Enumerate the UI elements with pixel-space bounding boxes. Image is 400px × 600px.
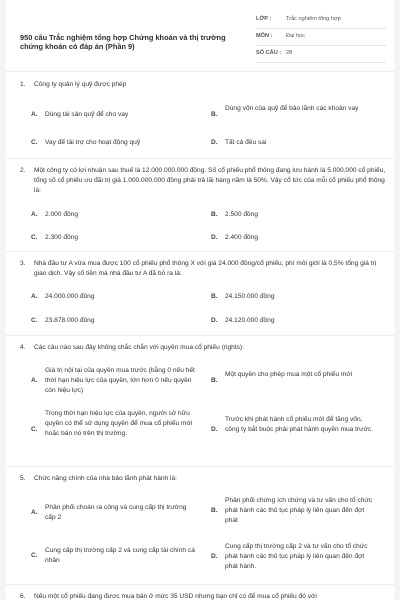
question-text: Một công ty có lợi nhuận sau thuế là 12.000.000.000 đồng. Số cổ phiếu phổ thông đang lưu hành là 5.000.000 cổ phiếu, tổng số cổ phiếu ưu đãi trị giá 1.000.000.000 đồng phải trả lãi hàng năm là 50%. Vậy cổ tức của mỗi cổ phiếu phổ thông là: [34,167,386,194]
question-6 [20,592,390,600]
option-text: Cung cấp thị trường cấp 2 và tư vấn cho tổ chức phát hành các thủ tục pháp lý liên quan đến đợt phát hành. [225,543,368,570]
question-number: 3. [20,260,26,267]
meta-value-mon[interactable]: Đại học [286,33,305,39]
question-text: Công ty quản lý quỹ được phép [34,81,127,88]
document-header [6,0,394,72]
option-text: 2.300 đồng [45,234,79,241]
meta-label-mon: MÔN : [256,33,273,39]
option-letter: A. [31,377,38,384]
option-text: 2.400 đồng [225,234,259,241]
meta-row-lop [256,12,386,29]
option-text: Trước khi phát hành cổ phiếu mới để tăng vốn, công ty bắt buộc phải phát hành quyền mua trước. [225,416,374,433]
option-text: Tất cả đều sai [225,139,267,146]
option-text: Giá trị nội tại của quyền mua trước (bằng 0 nếu hết thời hạn hiệu lực của quyền, lớn hơn 0 nếu quyền còn hiệu lực) [45,367,195,394]
option-letter: D. [211,553,218,560]
option-letter: D. [211,426,218,433]
document-meta [256,12,386,63]
option-letter: C. [31,317,38,324]
question-text: Chức năng chính của nhà bảo lãnh phát hành là: [34,475,177,482]
option-letter: A. [31,293,38,300]
question-divider [6,158,394,159]
document-title: 950 câu Trắc nghiệm tổng hợp Chứng khoán và thị trường chứng khoán có đáp án (Phần 9) [20,33,226,52]
option-letter: B. [211,111,218,118]
option-text: 2.000 đồng [45,211,79,218]
option-text: 23.878.000 đồng [45,317,95,324]
option-letter: C. [31,552,38,559]
option-letter: B. [211,507,218,514]
question-number: 1. [20,81,26,88]
option-text: Vay để tài trợ cho hoạt động quỹ [45,139,141,146]
option-letter: C. [31,139,38,146]
question-4 [20,343,390,353]
question-number: 4. [20,344,26,351]
option-text: 24.120.000 đồng [225,317,275,324]
option-text: Dùng tài sản quỹ để cho vay [45,111,129,118]
option-letter: B. [211,377,218,384]
question-number: 2. [20,167,26,174]
question-number: 6. [20,593,26,600]
meta-value-socau: 28 [286,50,293,56]
option-letter: A. [31,509,38,516]
document-page [6,0,394,600]
option-text: Một quyền cho phép mua một cổ phiếu mới [225,371,353,378]
option-letter: C. [31,234,38,241]
option-letter: C. [31,426,38,433]
question-divider [6,466,394,467]
meta-row-mon [256,29,386,46]
option-text: Phân phối choán ra công và cung cấp thị trường cấp 2 [45,504,187,521]
question-text: Các câu nào sau đây không chắc chắn với quyền mua cổ phiếu (rights): [34,344,244,351]
option-text: Dùng vốn của quỹ để bảo lãnh các khoản vay [225,105,359,112]
question-divider [6,251,394,252]
option-letter: B. [211,211,218,218]
option-letter: A. [31,111,38,118]
question-3 [20,259,390,279]
meta-row-socau [256,46,386,63]
option-letter: D. [211,317,218,324]
question-2 [20,166,390,196]
option-text: Trong thời hạn hiệu lực của quyền, người sở hữu quyền có thể sử dụng quyền để mua cổ phiếu mới hoặc bán nó trên thị trường. [45,410,193,437]
option-text: 2.500 đồng [225,211,259,218]
option-letter: D. [211,234,218,241]
question-1 [20,80,390,90]
meta-label-lop: LỚP : [256,16,272,22]
option-letter: B. [211,293,218,300]
question-number: 5. [20,475,26,482]
question-text: Nếu một cổ phiếu đang được mua bán ở mức 35 USD nhưng bạn chỉ có để mua cổ phiếu đó với [34,593,317,600]
question-5 [20,474,390,484]
option-text: 24.150.000 đồng [225,293,275,300]
option-letter: A. [31,211,38,218]
option-letter: D. [211,139,218,146]
option-text: Phân phối chứng ích chứng và tư vấn cho tổ chức phát hành các thủ tục pháp lý liên quan đến đợt phát [225,497,373,524]
question-text: Nhà đầu tư A vừa mua được 100 cổ phiếu phổ thông X với giá 24.000 đồng/cổ phiếu, phí môi giới là 0,5% tổng giá trị giao dịch. Vậy số tiền mà nhà đầu tư A đã bỏ ra là: [34,260,377,277]
option-text: Cung cấp thị trường cấp 2 và cung cấp tài chính cá nhân [45,547,195,564]
question-divider [6,584,394,585]
meta-label-socau: SỐ CÂU : [256,50,282,56]
meta-value-lop[interactable]: Trắc nghiệm tổng hợp [286,16,341,22]
header-divider [6,71,394,72]
question-divider [6,335,394,336]
option-text: 24.000.000 đồng [45,293,95,300]
